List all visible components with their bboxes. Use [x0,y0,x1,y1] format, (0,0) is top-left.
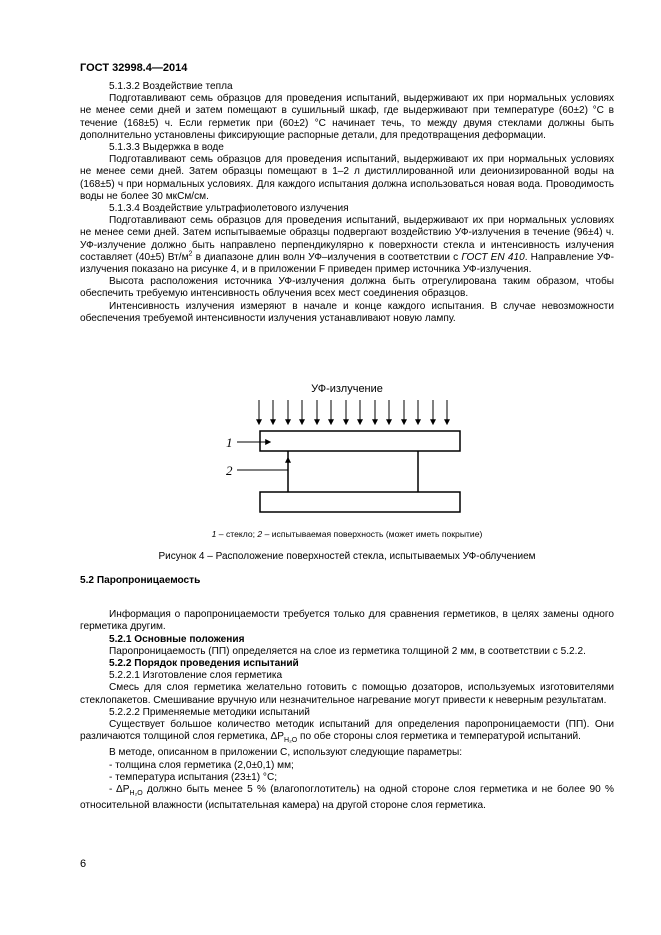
heading-5-2-1: 5.2.1 Основные положения [109,633,245,645]
paragraph-5-1-3-4-c: Интенсивность излучения измеряют в начале и конце каждого испытания. В случае невозможности обеспечения требуемой интенсивности излучения устанавливают новую лампу. [80,300,614,324]
top-glass [260,431,460,451]
leader-2 [237,458,288,470]
paragraph-5-1-3-2: Подготавливают семь образцов для проведения испытаний, выдерживают их при нормальных условиях не менее семи дней и затем помещают в сушильный шкаф, где выдерживают при температуре (60±2) °С в течение (168±5) ч. Если герметик при (60±2) °С начинает течь, то между двумя стеклами должны быть дополнительно установлены фиксирующие распорные детали, для предотвращения деформации. [80,93,614,141]
paragraph-5-1-3-4-b: Высота расположения источника УФ-излучения должна быть отрегулирована таким образом, чтобы обеспечить требуемую интенсивность облучения всех мест соединения образцов. [80,276,614,300]
uv-label: УФ-излучение [311,383,383,395]
bottom-glass [260,492,460,512]
paragraph-5-2-2-2: Существует большое количество методик испытаний для определения паропроницаемости (ПП). Они различаются толщиной слоя герметика, $\Delta P_{H_2O}$ по обе стороны слоя герметика и температурой испытаний. [80,719,614,745]
uv-diagram [80,380,614,525]
heading-5-1-3-3: 5.1.3.3 Выдержка в воде [109,142,224,154]
paragraph-5-1-3-4-a: Подготавливают семь образцов для проведения испытаний, выдерживают их при нормальных условиях не менее семи дней. Затем испытываемые образцы подвергают воздействию УФ-излучения в течение (96±4) ч. УФ-излучение должно быть направлено перпендикулярно к поверхности стекла и интенсивность излучения составляет (40±5) $Вт/м^2$ в диапазоне длин волн УФ–излучения в соответствии с ГОСТ EN 410. Направление УФ-излучения показано на рисунке 4, и в приложении F приведен пример источника УФ-излучения. [80,215,614,276]
section-5-2 [80,575,614,812]
heading-5-2-2: 5.2.2 Порядок проведения испытаний [109,658,299,670]
heading-5-2-2-2: 5.2.2.2 Применяемые методики испытаний [109,706,310,718]
label-2: 2 [226,463,233,478]
document-header: ГОСТ 32998.4—2014 [80,62,188,74]
paragraph-5-2-intro: Информация о паропроницаемости требуется только для сравнения герметиков, в целях замены одного герметика другим. [80,609,614,633]
heading-5-2-2-1: 5.2.2.1 Изготовление слоя герметика [109,670,283,682]
label-1: 1 [226,435,233,450]
heading-5-1-3-4: 5.1.3.4 Воздействие ультрафиолетового излучения [109,203,349,215]
uv-arrows [259,400,447,424]
paragraph-5-2-2-1: Смесь для слоя герметика желательно готовить с помощью дозаторов, используемых изготовителями стеклопакетов. Смешивание вручную или незначительное нагревание могут привести к неверным результатам. [80,682,614,706]
heading-5-2: 5.2 Паропроницаемость [80,575,201,586]
upper-text [80,81,614,325]
heading-5-1-3-2: 5.1.3.2 Воздействие тепла [109,81,233,92]
figure-caption: Рисунок 4 – Расположение поверхностей стекла, испытываемых УФ-облучением [158,551,536,562]
list-item: - $\Delta P_{H_2O}$ должно быть менее 5 % (влагопоглотитель) на одной стороне слоя герметика и не более 90 % относительной влажности (испытательная камера) на другой стороне слоя герметика. [80,784,614,812]
page-number: 6 [80,858,87,870]
standard-reference: ГОСТ EN 410 [461,251,525,263]
list-item: - температура испытания (23±1) °С; [109,771,278,783]
paragraph-method: В методе, описанном в приложении С, используют следующие параметры: [109,747,463,759]
figure-legend: 1 – стекло; 2 – испытываемая поверхность (может иметь покрытие) [211,529,483,539]
paragraph-5-1-3-3: Подготавливают семь образцов для проведения испытаний, выдерживают их при нормальных условиях не менее семи дней. Затем образцы помещают в 1–2 л дистиллированной или деионизированной воды на (168±5) ч при нормальных условиях. Для каждого испытания должна использоваться новая вода. Проводимость воды не более 30 мкСм/см. [80,154,614,202]
list-item: - толщина слоя герметика (2,0±0,1) мм; [109,759,294,771]
paragraph-5-2-1: Паропроницаемость (ПП) определяется на слое из герметика толщиной 2 мм, в соответствии с 5.2.2. [109,645,586,657]
